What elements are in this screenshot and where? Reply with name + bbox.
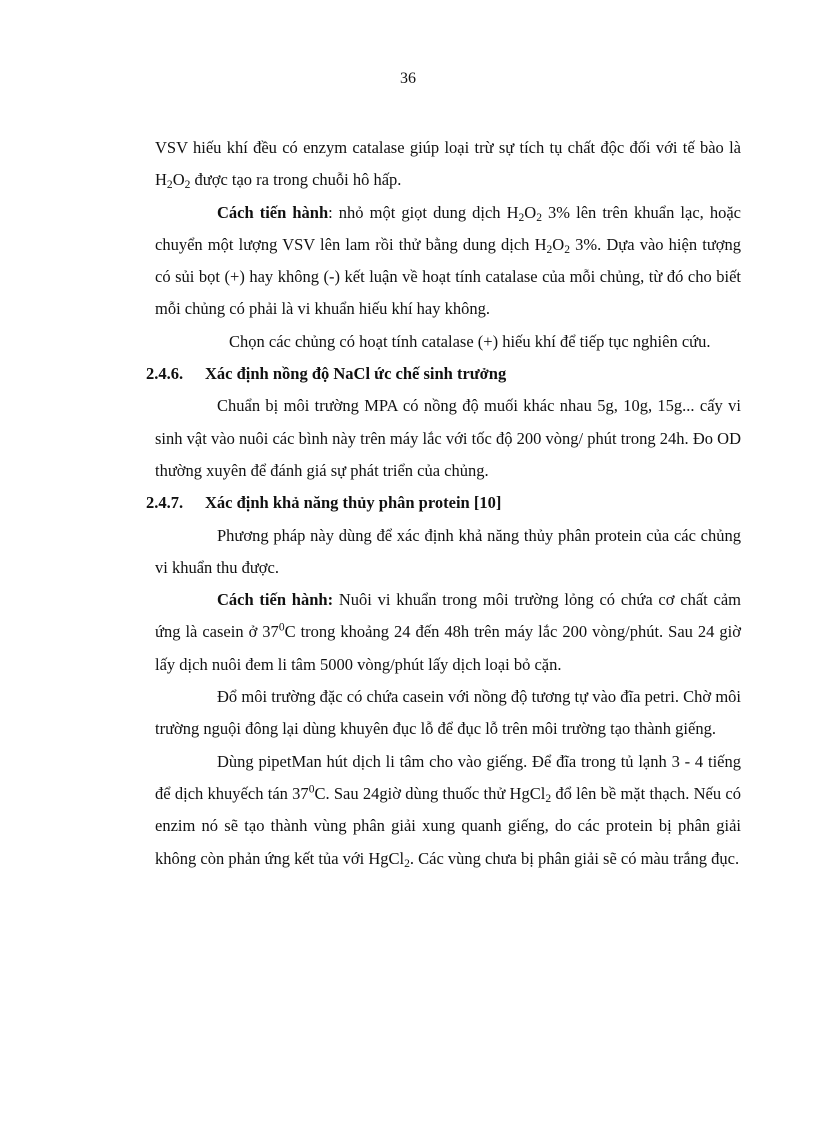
text: VSV hiếu khí đều có enzym catalase giúp loại trừ sự tích tụ chất độc đối với tế bào là H <box>155 138 741 190</box>
subscript: 2 <box>564 243 570 256</box>
section-number: 2.4.7. <box>146 493 184 513</box>
text: Nuôi vi khuẩn trong môi trường lỏng có chứa cơ chất cảm ứng là casein ở 37 <box>155 590 741 642</box>
text: 3% lên trên khuẩn lạc, hoặc chuyển một lượng VSV lên lam rồi thử bằng dung dịch H <box>155 202 741 254</box>
text: : nhỏ một giọt dung dịch H <box>328 202 519 222</box>
section-heading-2-4-7 <box>146 487 741 519</box>
document-body <box>146 132 741 875</box>
section-number: 2.4.6. <box>146 364 184 384</box>
subscript: 2 <box>184 179 191 192</box>
text: O <box>172 170 185 190</box>
text: Dùng pipetMan hút dịch li tâm cho vào giếng. Để đĩa trong tủ lạnh 3 - 4 tiếng để dịch khuyếch tán 37 <box>155 751 741 803</box>
paragraph-catalase-selection: Chọn các chủng có hoạt tính catalase (+) hiếu khí để tiếp tục nghiên cứu. <box>229 331 711 351</box>
procedure-label: Cách tiến hành: <box>217 590 334 610</box>
subscript: 2 <box>404 857 410 870</box>
paragraph-pipetman <box>155 746 741 875</box>
procedure-label: Cách tiến hành <box>217 202 329 222</box>
text: O <box>524 202 537 222</box>
paragraph-nacl: Chuẩn bị môi trường MPA có nồng độ muối khác nhau 5g, 10g, 15g... cấy vi sinh vật vào nuôi các bình này trên máy lắc với tốc độ 200 vòng/ phút trong 24h. Đo OD thường xuyên để đánh giá sự phát triển của chủng. <box>155 396 741 480</box>
text: C trong khoảng 24 đến 48h trên máy lắc 200 vòng/phút. Sau 24 giờ lấy dịch nuôi đem li tâm 5000 vòng/phút lấy dịch loại bỏ cặn. <box>155 622 741 674</box>
paragraph-catalase-procedure <box>155 197 741 326</box>
subscript: 2 <box>518 211 525 224</box>
paragraph-protein-intro: Phương pháp này dùng để xác định khả năng thủy phân protein của các chủng vi khuẩn thu được. <box>155 525 741 577</box>
paragraph-protein-procedure <box>155 584 741 681</box>
subscript: 2 <box>546 243 553 256</box>
section-title: Xác định nồng độ NaCl ức chế sinh trưởng <box>205 364 507 384</box>
section-title: Xác định khả năng thủy phân protein [10] <box>205 493 502 513</box>
superscript: 0 <box>278 622 285 635</box>
text: . Các vùng chưa bị phân giải sẽ có màu trắng đục. <box>409 848 740 868</box>
text: O <box>552 234 565 254</box>
text: C. Sau 24giờ dùng thuốc thử HgCl <box>314 783 546 803</box>
text: đổ lên bề mặt thạch. Nếu có enzim nó sẽ tạo thành vùng phân giải xung quanh giếng, do các protein bị phân giải không còn phản ứng kết tủa với HgCl <box>155 783 741 868</box>
subscript: 2 <box>166 179 173 192</box>
superscript: 0 <box>308 783 315 796</box>
paragraph-petri: Đổ môi trường đặc có chứa casein với nồng độ tương tự vào đĩa petri. Chờ môi trường nguội đông lại dùng khuyên đục lỗ để đục lỗ trên môi trường tạo thành giếng. <box>155 687 741 739</box>
text: 3%. Dựa vào hiện tượng có sủi bọt (+) hay không (-) kết luận về hoạt tính catalase của mỗi chủng, từ đó cho biết mỗi chủng có phải là vi khuẩn hiếu khí hay không. <box>155 234 741 319</box>
paragraph-catalase-intro <box>155 132 741 197</box>
subscript: 2 <box>536 211 542 224</box>
subscript: 2 <box>545 792 552 805</box>
section-heading-2-4-6 <box>146 358 741 390</box>
text: được tạo ra trong chuỗi hô hấp. <box>190 170 402 190</box>
page-number: 36 <box>400 70 416 87</box>
